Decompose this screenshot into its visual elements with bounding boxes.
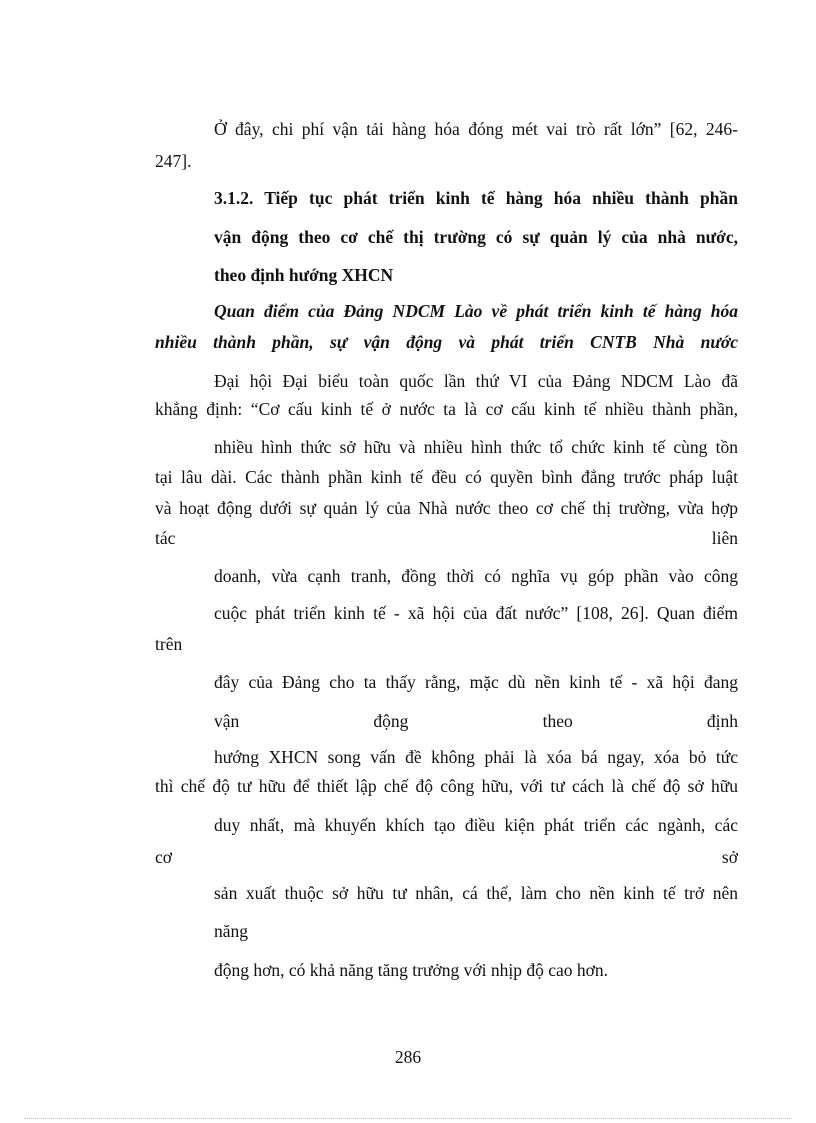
text-line-9: doanh, vừa cạnh tranh, đồng thời có nghĩa vụ góp phần vào công <box>214 566 738 586</box>
section-heading-line-1: 3.1.2. Tiếp tục phát triển kinh tế hàng hóa nhiều thành phần <box>214 188 738 208</box>
section-heading-line-3: theo định hướng XHCN <box>214 265 394 285</box>
text-line-7: và hoạt động dưới sự quản lý của Nhà nước theo cơ chế thị trường, vừa hợp <box>155 498 738 518</box>
text-line-5: nhiều hình thức sở hữu và nhiều hình thức tổ chức kinh tế cùng tồn <box>214 437 738 457</box>
text-line-6: tại lâu dài. Các thành phần kinh tế đều có quyền bình đẳng trước pháp luật <box>155 467 738 487</box>
subheading-line-1: Quan điểm của Đảng NDCM Lào về phát triển kinh tế hàng hóa <box>214 301 738 321</box>
text-line-17: cơ sở <box>155 847 738 867</box>
text-line-2: 247]. <box>155 151 192 171</box>
text-line-13: vận động theo định <box>214 711 738 731</box>
page-bottom-divider <box>24 1118 792 1119</box>
text-line-14: hướng XHCN song vấn đề không phải là xóa bá ngay, xóa bỏ tức <box>214 747 738 767</box>
text-line-8: tác liên <box>155 528 738 548</box>
text-line-15: thì chế độ tư hữu để thiết lập chế độ công hữu, với tư cách là chế độ sở hữu <box>155 776 738 796</box>
text-line-12: đây của Đảng cho ta thấy rằng, mặc dù nền kinh tế - xã hội đang <box>214 672 738 692</box>
text-line-16: duy nhất, mà khuyến khích tạo điều kiện phát triển các ngành, các <box>214 815 738 835</box>
text-line-10: cuộc phát triển kinh tế - xã hội của đất nước” [108, 26]. Quan điểm <box>214 603 738 623</box>
page-number: 286 <box>394 1047 422 1067</box>
text-line-1: Ở đây, chi phí vận tải hàng hóa đóng mét vai trò rất lớn” [62, 246- <box>214 119 738 139</box>
text-line-18: sản xuất thuộc sở hữu tư nhân, cá thể, làm cho nền kinh tế trở nên <box>214 883 738 903</box>
text-line-3: Đại hội Đại biểu toàn quốc lần thứ VI của Đảng NDCM Lào đã <box>214 371 738 391</box>
text-line-11: trên <box>155 634 183 654</box>
subheading-line-2: nhiều thành phần, sự vận động và phát triển CNTB Nhà nước <box>155 332 738 352</box>
text-line-4: khẳng định: “Cơ cấu kinh tế ở nước ta là cơ cấu kinh tế nhiều thành phần, <box>155 399 738 419</box>
section-heading-line-2: vận động theo cơ chế thị trường có sự quản lý của nhà nước, <box>214 227 738 247</box>
text-line-19: năng <box>214 921 249 941</box>
text-line-20: động hơn, có khả năng tăng trưởng với nhịp độ cao hơn. <box>214 960 609 980</box>
